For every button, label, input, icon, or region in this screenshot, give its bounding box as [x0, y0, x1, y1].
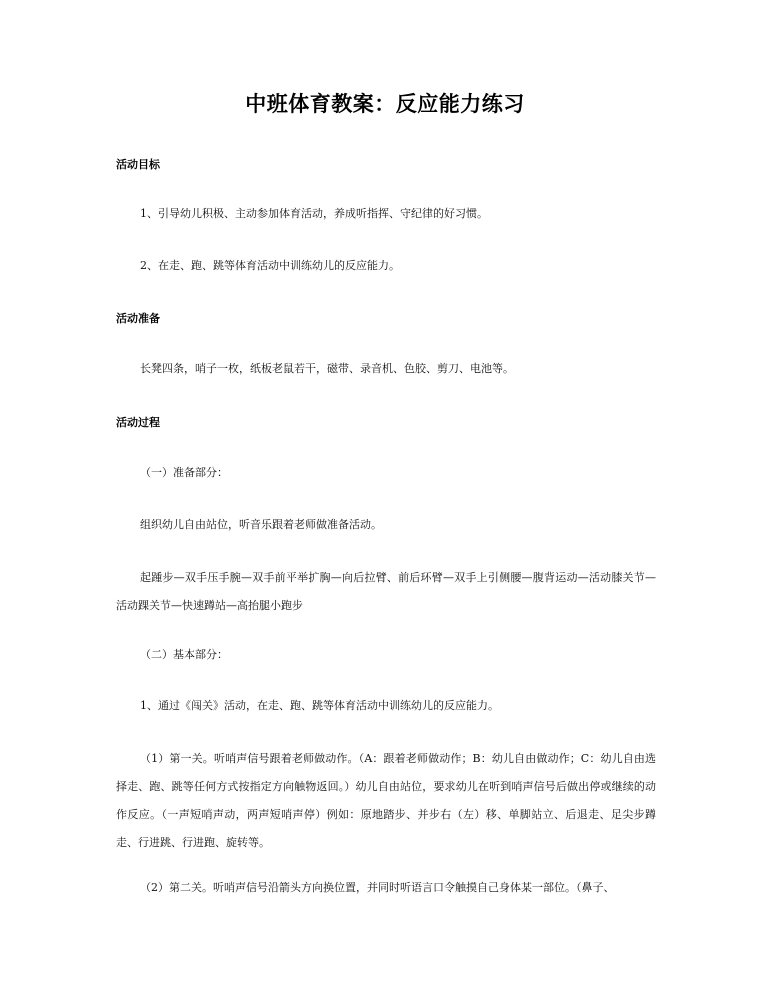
- part2-intro: 1、通过《闯关》活动，在走、跑、跳等体育活动中训练幼儿的反应能力。: [140, 699, 499, 712]
- section-heading-goals: 活动目标: [116, 158, 160, 171]
- section-heading-preparation: 活动准备: [116, 312, 160, 325]
- goal-item-2: 2、在走、跑、跳等体育活动中训练幼儿的反应能力。: [140, 259, 400, 272]
- page-title: 中班体育教案：反应能力练习: [245, 92, 525, 116]
- part1-label: （一）准备部分：: [140, 466, 228, 479]
- part2-label: （二）基本部分：: [140, 648, 228, 661]
- part1-steps: 起踵步—双手压手腕—双手前平举扩胸—向后拉臂、前后环臂—双手上引侧腰—腹背运动—活动膝关节—活动踝关节—快速蹲站—高抬腿小跑步: [116, 571, 656, 612]
- level2-text: （2）第二关。听哨声信号沿箭头方向换位置，并同时听语言口令触摸自己身体某一部位。（鼻子、: [140, 881, 615, 894]
- goal-item-1: 1、引导幼儿积极、主动参加体育活动，养成听指挥、守纪律的好习惯。: [140, 207, 488, 220]
- preparation-text: 长凳四条，哨子一枚，纸板老鼠若干，磁带、录音机、色胶、剪刀、电池等。: [140, 362, 514, 375]
- section-heading-process: 活动过程: [116, 416, 160, 429]
- part1-text: 组织幼儿自由站位，听音乐跟着老师做准备活动。: [140, 518, 382, 531]
- level1-text: （1）第一关。听哨声信号跟着老师做动作。（A：跟着老师做动作；B：幼儿自由做动作；C：幼儿自由选择走、跑、跳等任何方式按指定方向触物返回。）幼儿自由站位，要求幼儿在听到哨声信号后做出停或继续的动作反应。（一声短哨声动，两声短哨声停）例如：原地踏步、并步右（左）移、单脚站立、后退走、足尖步蹲走、行进跳、行进跑、旋转等。: [116, 752, 656, 849]
